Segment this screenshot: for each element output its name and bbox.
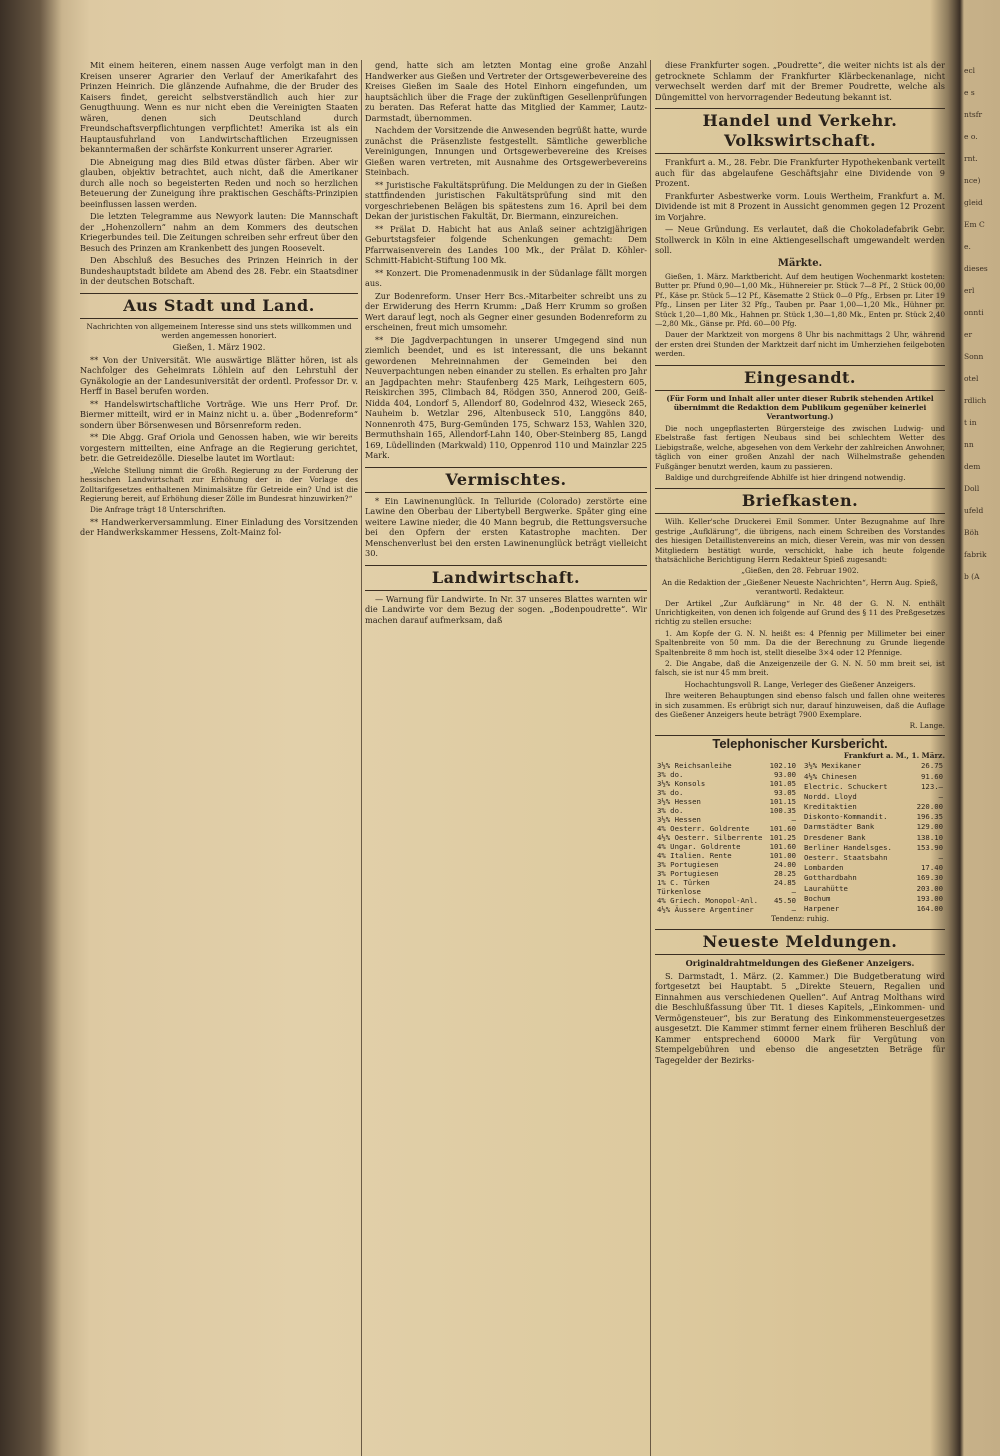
- article-letter-end: Baldige und durchgreifende Abhilfe ist hier dringend notwendig.: [665, 472, 906, 482]
- kurs-row: [655, 806, 798, 815]
- kurs-value: —: [938, 791, 943, 801]
- section-heading-handel: Handel und Verkehr. Volkswirtschaft.: [655, 108, 945, 154]
- kurs-row: [802, 863, 945, 873]
- kurs-row: [655, 788, 798, 797]
- edge-fragment: Sonn: [964, 352, 984, 361]
- kurs-value: 101.15: [769, 796, 796, 806]
- article-telegram: Die letzten Telegramme aus Newyork lauten: Die Mannschaft der „Hohenzollern“ nahm an dem Kommers des deutschen Kriegerbundes teil. Die Zeitungen schreiben sehr erfreut über den Besuch des Prinzen am Krankenbett des jungen Roosevelt.: [80, 211, 358, 253]
- kurs-row: [655, 824, 798, 833]
- kurs-value: —: [791, 904, 796, 914]
- kurs-row: [655, 869, 798, 878]
- kurs-row: [802, 842, 945, 852]
- kurs-row: [655, 878, 798, 887]
- column-2: [365, 60, 647, 627]
- kurs-row: [802, 761, 945, 771]
- kurs-row: [655, 833, 798, 842]
- column-3: [655, 60, 945, 1067]
- kurs-tendenz: Tendenz: ruhig.: [771, 913, 829, 923]
- article-warnung: — Warnung für Landwirte. In Nr. 37 unseres Blattes warnten wir die Landwirte vor dem Bezug der sogen. „Bodenpoudrette“. Wir machen darauf aufmerksam, daß: [365, 593, 647, 625]
- article-universitaet: ** Von der Universität. Wie auswärtige Blätter hören, ist als Nachfolger des Geheimrats Löhlein auf den Lehrstuhl der Gynäkologie an der Landesuniversität der ordentl. Professor Dr. v. Herff in Basel berufen worden.: [80, 354, 358, 397]
- kurs-name: 1% C. Türken: [657, 877, 710, 887]
- kurs-row: [655, 851, 798, 860]
- article-lawine: * Ein Lawinenunglück. In Telluride (Colorado) zerstörte eine Lawine den Oberbau der Libertybell Bergwerke. Später ging eine weitere Lawine nieder, die 40 Mann begrub, die Rettungsversuche bei den Opfern der ersten Katastrophe machten. Der Menschenverlust bei den ersten Lawinenunglück beträgt vielleicht 30.: [365, 495, 647, 558]
- article-handwerker: ** Handwerkerversammlung. Einer Einladung des Vorsitzenden der Handwerkskammer Hessens, Zolt-Mainz fol-: [80, 516, 358, 538]
- article-jagd: ** Die Jagdverpachtungen in unserer Umgegend sind nun ziemlich beendet, und es ist interessant, die uns bekannt gewordenen Mehreinnahmen der Gemeinden bei den Neuverpachtungen neben einander zu stellen. Es erhalten pro Jahr an Jagdpachten mehr: Staufenberg 425 Mark, Leihgestern 605, Reiskirchen 395, Climbach 84, Rödgen 350, Annerod 200, Geiß-Nidda 404, Londorf 5, Allendorf 80, Godelnrod 432, Wieseck 265, Nauheim b. Wetzlar 296, Altenbuseck 510, Langgöns 840, Nonnenroth 475, Burg-Gemünden 175, Schwarz 153, Wahlen 320, Bermuthshain 165, Allendorf-Lahn 140, Ober-Steinberg 85, Langd 169, Lüdellinden (Markwald) 110, Oppenrod 110 und Mainzlar 225 Mark.: [365, 334, 647, 460]
- section-heading-eingesandt: Eingesandt.: [655, 365, 945, 391]
- kurs-value: 196.35: [916, 812, 943, 822]
- edge-fragment: nn: [964, 440, 974, 449]
- kurs-table-left: [655, 761, 798, 914]
- kurs-name: 3½% Hessen: [657, 796, 701, 806]
- edge-fragment: e.: [964, 242, 971, 251]
- kurs-table-right: [802, 761, 945, 914]
- edge-fragment: e o.: [964, 132, 978, 141]
- kurs-value: 17.40: [921, 863, 943, 873]
- kurs-row: [802, 873, 945, 883]
- edge-fragment: otel: [964, 374, 979, 383]
- edge-fragment: rdlich: [964, 396, 987, 405]
- edge-fragment: e s: [964, 88, 975, 97]
- kurs-value: 24.00: [774, 859, 796, 869]
- edge-fragment: b (A: [964, 572, 980, 581]
- kurs-value: 101.00: [769, 850, 796, 860]
- kurs-name: 4½% Chinesen: [804, 771, 857, 781]
- kurs-name: 4% Ungar. Goldrente: [657, 841, 741, 851]
- edge-fragment: rnt.: [964, 154, 978, 163]
- adjacent-page-edge: [964, 60, 1000, 588]
- article-paragraph: gend, hatte sich am letzten Montag eine große Anzahl Handwerker aus Gießen und Vertreter der Ortsgewerbevereine des Kreises Gießen im Saale des Hotel Einhorn eingefunden, um hauptsächlich über die Frage der zukünftigen Gesellenprüfungen zu beraten. Das Referat hatte das Mitglied der Kammer, Lautz-Darmstadt, übernommen.: [365, 60, 647, 123]
- article-konzert: ** Konzert. Die Promenadenmusik in der Südanlage fällt morgen aus.: [365, 267, 647, 288]
- kurs-name: Berliner Handelsges.: [804, 842, 892, 852]
- kurs-row: [655, 860, 798, 869]
- article-keller: Wilh. Keller'sche Druckerei Emil Sommer. Unter Bezugnahme auf Ihre gestrige „Aufklärung“, die übrigens, nach einem Schreiben des Vorstandes des hiesigen Detaillistenvereins an mich, dieser Verein, was mir von dessen Mitgliedern bestätigt wurde, verschickt, habe ich heute folgende thatsächliche Berichtigung Herrn Redakteur Spieß zugesandt:: [655, 517, 945, 564]
- kurs-name: 4% Oesterr. Goldrente: [657, 823, 750, 833]
- kurs-value: 169.30: [916, 873, 943, 883]
- edge-fragment: Doll: [964, 484, 980, 493]
- quote-signatures: Die Anfrage trägt 18 Unterschriften.: [90, 505, 226, 515]
- kurs-row: [655, 761, 798, 770]
- article-marktbericht: Gießen, 1. März. Marktbericht. Auf dem heutigen Wochenmarkt kosteten: Butter pr. Pfund 0,90—1,00 Mk., Hühnereier pr. Stück 7—8 Pf., 2 Stück 00,00 Pf., Käse pr. Stück 5—12 Pf., Käsematte 2 Stück 0—0 Pfg., Erbsen pr. Liter 19 Pfg., Linsen per Liter 32 Pfg., Tauben pr. Paar 1,00—1,20 Mk., Hühner pr. Stück 1,20—1,80 Mk., Hahnen pr. Stück 1,30—1,80 Mk., Enten pr. Stück 2,40—2,80 Mk., Gänse pr. Pfd. 60—00 Pfg.: [655, 272, 945, 329]
- kursbericht-place: Frankfurt a. M., 1. März.: [843, 751, 945, 761]
- kurs-name: Laurahütte: [804, 883, 848, 893]
- article-habicht: ** Prälat D. Habicht hat aus Anlaß seiner achtzigjährigen Geburtstagsfeier folgende Schenkungen gemacht: Dem Pfarrwaisenverein des Landes 100 Mk., der Prälat D. Köhler-Schmitt-Habicht-Stiftung 100 Mk.: [365, 223, 647, 265]
- kurs-name: 3% Portugiesen: [657, 859, 719, 869]
- newspaper-page: [70, 60, 950, 1456]
- kurs-name: Darmstädter Bank: [804, 822, 875, 832]
- edge-fragment: er: [964, 330, 973, 339]
- column-1: [80, 60, 358, 540]
- edge-fragment: onnti: [964, 308, 984, 317]
- letter-body: Der Artikel „Zur Aufklärung“ in Nr. 48 der G. N. N. enthält Unrichtigkeiten, von denen ich folgende auf Grund des § 11 des Preßgesetzes richtig zu stellen ersuche:: [655, 598, 945, 627]
- section-heading-briefkasten: Briefkasten.: [655, 488, 945, 514]
- notice: Nachrichten von allgemeinem Interesse sind uns stets willkommen und werden angemessen honoriert.: [86, 321, 352, 340]
- kurs-row: [802, 802, 945, 812]
- kurs-value: 129.00: [916, 822, 943, 832]
- section-heading-landwirtschaft: Landwirtschaft.: [365, 565, 647, 591]
- kurs-name: Oesterr. Staatsbahn: [804, 853, 888, 863]
- kurs-value: 26.75: [921, 761, 943, 771]
- letter-point-1: 1. Am Kopfe der G. N. N. heißt es: 4 Pfennig per Millimeter bei einer Spaltenbreite von 50 mm. Da die der Berechnung zu Grunde liegende Spaltenbreite 8 mm hoch ist, stellt dieselbe 3×4 oder 12 Pfennige.: [655, 628, 945, 657]
- kurs-value: 193.00: [916, 893, 943, 903]
- kurs-row: [802, 812, 945, 822]
- kurs-name: Nordd. Lloyd: [804, 791, 857, 801]
- kurs-name: 3% do.: [657, 787, 684, 797]
- edge-fragment: gleid: [964, 198, 983, 207]
- kurs-name: 4½% Äussere Argentiner: [657, 904, 754, 914]
- kurs-value: 153.90: [916, 842, 943, 852]
- letter-signature: Hochachtungsvoll R. Lange, Verleger des Gießener Anzeigers.: [684, 679, 916, 689]
- kurs-row: [655, 842, 798, 851]
- edge-fragment: erl: [964, 286, 975, 295]
- article-vortraege: ** Handelswirtschaftliche Vorträge. Wie uns Herr Prof. Dr. Biermer mitteilt, wird er in Mainz nicht u. a. über „Bodenreform“ sondern über Börsenwesen und Börsenreform reden.: [80, 398, 358, 430]
- kurs-value: 93.05: [774, 787, 796, 797]
- kurs-name: 3% do.: [657, 769, 684, 779]
- article-hypothekenbank: Frankfurt a. M., 28. Febr. Die Frankfurter Hypothekenbank verteilt auch für das abgelaufene Geschäftsjahr eine Dividende von 9 Prozent.: [655, 157, 945, 188]
- kurs-name: 3½% Hessen: [657, 814, 701, 824]
- letter-date: „Gießen, den 28. Februar 1902.: [741, 566, 859, 576]
- kurs-name: Türkenlose: [657, 886, 701, 896]
- edge-fragment: dieses: [964, 264, 988, 273]
- letter-signature-2: R. Lange.: [909, 721, 945, 731]
- article-paragraph: Nachdem der Vorsitzende die Anwesenden begrüßt hatte, wurde zunächst die Präsenzliste festgestellt. Sämtliche gewerbliche Vereinigungen, Innungen und Ortsgewerbevereine des Kreises Gießen waren vertreten, mit Ausnahme des Ortsgewerbevereins Steinbach.: [365, 125, 647, 177]
- kurs-value: —: [791, 814, 796, 824]
- section-heading-stadt-land: Aus Stadt und Land.: [80, 293, 358, 319]
- markets-heading: Märkte.: [777, 257, 823, 269]
- kurs-row: [802, 903, 945, 913]
- kurs-value: 203.00: [916, 883, 943, 893]
- edge-fragment: nce): [964, 176, 981, 185]
- section-heading-vermischtes: Vermischtes.: [365, 467, 647, 493]
- article-juristen: ** Juristische Fakultätsprüfung. Die Meldungen zu der in Gießen stattfindenden juristischen Fakultätsprüfung sind mit den vorgeschriebenen Belägen bis spätestens zum 16. April bei dem Dekan der juristischen Fakultät, Dr. Biermann, einzureichen.: [365, 179, 647, 221]
- letter-point-2: 2. Die Angabe, daß die Anzeigenzeile der G. N. N. 50 mm breit sei, ist falsch, sie ist nur 45 mm breit.: [655, 659, 945, 678]
- kurs-name: 3% do.: [657, 805, 684, 815]
- kurs-row: [802, 781, 945, 791]
- letter-addendum: Ihre weiteren Behauptungen sind ebenso falsch und fallen ohne weiteres in sich zusammen. Es erübrigt sich nur, darauf hinzuweisen, daß die Auflage des Gießener Anzeigers heute beträgt 7900 Exemplare.: [655, 691, 945, 720]
- kurs-name: 4½% Oesterr. Silberrente: [657, 832, 763, 842]
- article-poudrette: diese Frankfurter sogen. „Poudrette“, die weiter nichts ist als der getrocknete Schlamm der Frankfurter Klärbeckenanlage, nicht verwechselt werden darf mit der Bremer Poudrette, welche als Düngemittel von hervorragender Bedeutung bekannt ist.: [655, 60, 945, 102]
- kurs-row: [655, 905, 798, 914]
- kurs-row: [655, 815, 798, 824]
- kurs-value: —: [938, 853, 943, 863]
- kurs-row: [655, 896, 798, 905]
- article-gruendung: — Neue Gründung. Es verlautet, daß die Chokoladefabrik Gebr. Stollwerck in Köln in eine Aktiengesellschaft umgewandelt werden soll.: [655, 224, 945, 255]
- edge-fragment: ufeld: [964, 506, 984, 515]
- kurs-value: —: [791, 886, 796, 896]
- kurs-name: 3½% Reichsanleihe: [657, 760, 732, 770]
- article-paragraph: Die Abneigung mag dies Bild etwas düster färben. Aber wir glauben, objektiv betrachtet, auch nicht, daß die Amerikaner durch alle noch so begeisterten Reden und noch so herzlichen Beteuerung der Zuneigung ihre praktischen Geschäfts-Prinzipien beeinflussen lassen werden.: [80, 156, 358, 209]
- article-bodenreform: Zur Bodenreform. Unser Herr Bcs.-Mitarbeiter schreibt uns zu der Erwiderung des Herrn Krumm: „Daß Herr Krumm so großen Wert darauf legt, noch als Gegner einer gesunden Bodenreform zu erscheinen, freut mich umsomehr.: [365, 290, 647, 332]
- kurs-row: [802, 791, 945, 801]
- kurs-name: Diskonto-Kommandit.: [804, 812, 888, 822]
- dateline: Gießen, 1. März 1902.: [172, 342, 266, 353]
- kurs-row: [655, 770, 798, 779]
- kurs-row: [802, 893, 945, 903]
- kurs-row: [655, 887, 798, 896]
- article-darmstadt: S. Darmstadt, 1. März. (2. Kammer.) Die Budgetberatung wird fortgesetzt bei Hauptabt. 5 „Direkte Steuern, Regalien und Einnahmen aus verschiedenen Quellen“. Auf Antrag Molthans wird die Beschlußfassung über Tit. 1 dieses Kapitels, „Einkommen- und Vermögensteuer“, bis zur Beratung des Einkommensteuergesetzes ausgesetzt. Die Kammer stimmt ferner einem früheren Beschluß der Kammer entsprechend 60000 Mark für Vergütung von Stempelgebühren und ebenso die angesetzten Beträge für Tagegelder der Bezirks-: [655, 970, 945, 1065]
- kurs-row: [802, 832, 945, 842]
- kurs-value: 101.05: [769, 778, 796, 788]
- kurs-name: Bochum: [804, 893, 831, 903]
- edge-fragment: Em C: [964, 220, 985, 229]
- edge-fragment: t in: [964, 418, 977, 427]
- edge-fragment: Böh: [964, 528, 979, 537]
- edge-fragment: ntsfr: [964, 110, 983, 119]
- quote: „Welche Stellung nimmt die Großh. Regierung zu der Forderung der hessischen Landwirtschaft zur Erhöhung der in der Vorlage des Zolltarifgesetzes enthaltenen Minimalsätze für Getreide ein? Und ist die Regierung bereit, auf Erhöhung dieser Zölle im Bundesrat hinzuwirken?“: [80, 465, 358, 504]
- kurs-name: Lombarden: [804, 863, 844, 873]
- drahtmeldungen-heading: Originaldrahtmeldungen des Gießener Anzeigers.: [685, 958, 915, 969]
- kurs-value: 45.50: [774, 895, 796, 905]
- kurs-row: [802, 771, 945, 781]
- edge-fragment: fabrik: [964, 550, 987, 559]
- kurs-value: 220.00: [916, 802, 943, 812]
- kursbericht-tables: [655, 761, 945, 914]
- article-marktzeit: Dauer der Marktzeit von morgens 8 Uhr bis nachmittags 2 Uhr, während der ersten drei Stunden der Marktzeit darf nicht im Umherziehen feilgeboten werden.: [655, 330, 945, 359]
- article-paragraph: Den Abschluß des Besuches des Prinzen Heinrich in der Bundeshauptstadt bildete am Abend des 28. Febr. ein Staatsdiner in der deutschen Botschaft.: [80, 255, 358, 286]
- article-asbestwerke: Frankfurter Asbestwerke vorm. Louis Wertheim, Frankfurt a. M. Dividende ist mit 8 Prozent in Aussicht genommen gegen 12 Prozent im Vorjahre.: [655, 190, 945, 222]
- kurs-name: 3½% Mexikaner: [804, 761, 862, 771]
- section-heading-neueste: Neueste Meldungen.: [655, 929, 945, 955]
- column-rule: [650, 60, 651, 1456]
- disclaimer: (Für Form und Inhalt aller unter dieser Rubrik stehenden Artikel übernimmt die Redaktion dem Publikum gegenüber keinerlei Verantwortung.): [666, 393, 934, 422]
- column-rule: [361, 60, 362, 1456]
- kurs-name: Harpener: [804, 904, 840, 914]
- kurs-name: 3½% Konsols: [657, 778, 706, 788]
- kurs-name: 4% Italien. Rente: [657, 850, 732, 860]
- kurs-value: 123.—: [921, 781, 943, 791]
- kurs-value: 101.25: [769, 832, 796, 842]
- kurs-name: Electric. Schuckert: [804, 781, 888, 791]
- article-letter: Die noch ungepflasterten Bürgersteige des zwischen Ludwig- und Ebelstraße fast fertigen Neubaus sind bei schlechtem Wetter des Liebigstraße, welche, abgesehen von dem Verkehr der zahlreichen Anwohner, täglich von einer großen Anzahl der nach Wilhelmstraße gehenden Fußgänger benutzt werden, kaum zu passieren.: [655, 423, 945, 471]
- kurs-name: Kreditaktien: [804, 802, 857, 812]
- kursbericht-title: Telephonischer Kursbericht.: [655, 735, 945, 750]
- kurs-row: [802, 822, 945, 832]
- kurs-value: 138.10: [916, 832, 943, 842]
- kurs-row: [802, 852, 945, 862]
- kurs-value: 24.85: [774, 877, 796, 887]
- kurs-name: Gotthardbahn: [804, 873, 857, 883]
- kurs-value: 91.60: [921, 771, 943, 781]
- kurs-row: [655, 779, 798, 788]
- article-prinz-heinrich: Mit einem heiteren, einem nassen Auge verfolgt man in den Kreisen unserer Agrarier den Verlauf der Amerikafahrt des Prinzen Heinrich. Die glänzende Aufnahme, die der Bruder des Kaisers findet, gereicht selbstverständlich auch hier zur Genugthuung. Wenn es nur nicht eben die Vereinigten Staaten wären, denen sich Deutschland durch Freundschaftsverpflichtungen verpflichtet! Amerika ist als ein Hauptausfuhrland von Landwirtschaftlichen Erzeugnissen bekanntermaßen der schärfste Konkurrent unserer Agrarier.: [80, 60, 358, 154]
- kurs-value: 164.00: [916, 904, 943, 914]
- letter-address: An die Redaktion der „Gießener Neueste Nachrichten“, Herrn Aug. Spieß, verantwortl. Redakteur.: [662, 577, 938, 597]
- kurs-value: 100.35: [769, 805, 796, 815]
- kurs-value: 101.60: [769, 823, 796, 833]
- kurs-value: 101.60: [769, 841, 796, 851]
- kurs-row: [802, 883, 945, 893]
- kurs-value: 28.25: [774, 868, 796, 878]
- kurs-value: 102.10: [769, 760, 796, 770]
- edge-fragment: ecl: [964, 66, 976, 75]
- kurs-name: 4% Griech. Monopol-Anl.: [657, 895, 759, 905]
- article-anfrage: ** Die Abgg. Graf Oriola und Genossen haben, wie wir bereits vorgestern mitteilten, eine Anfrage an die Regierung gerichtet, betr. die Getreidezölle. Dieselbe lautet im Wortlaut:: [80, 432, 358, 464]
- kurs-name: 3% Portugiesen: [657, 868, 719, 878]
- kurs-row: [655, 797, 798, 806]
- kurs-value: 93.00: [774, 769, 796, 779]
- kurs-name: Dresdener Bank: [804, 832, 866, 842]
- edge-fragment: dem: [964, 462, 981, 471]
